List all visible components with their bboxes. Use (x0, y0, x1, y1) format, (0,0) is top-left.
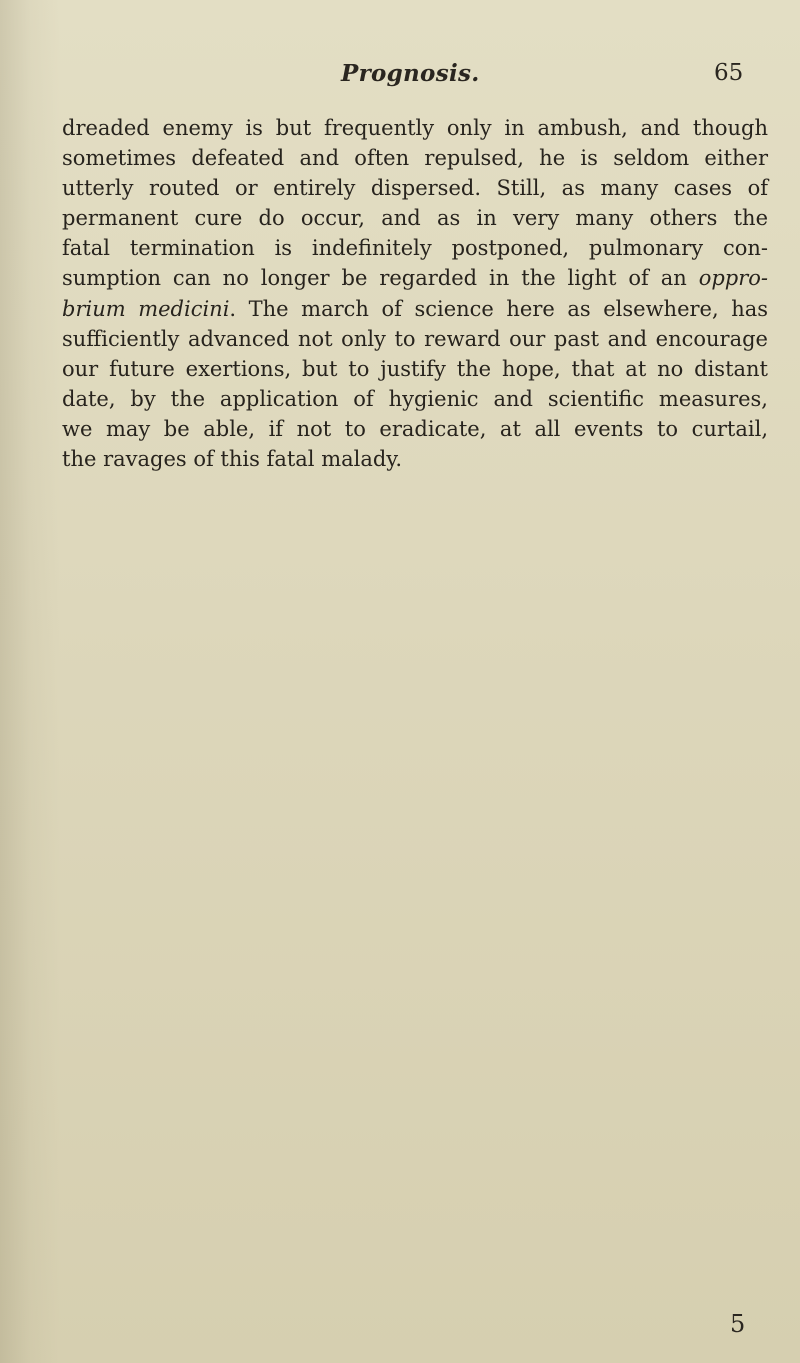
text-line (62, 263, 768, 293)
text-line (62, 173, 768, 203)
text-line (62, 354, 768, 384)
line-text: our future exertions, but to justify the hope, that at no distant (62, 356, 768, 381)
italic-latin-text: brium medicini (62, 296, 230, 321)
italic-latin-text: oppro- (698, 266, 768, 291)
line-text: fatal termination is indefinitely postponed, pulmonary con- (62, 236, 768, 261)
text-line (62, 384, 768, 414)
line-text: sumption can no longer be regarded in the light of an (62, 266, 699, 291)
line-text: utterly routed or entirely dispersed. Still, as many cases of (62, 176, 768, 201)
line-text: dreaded enemy is but frequently only in ambush, and though (62, 116, 768, 140)
page-header (0, 60, 800, 92)
text-line (62, 294, 768, 324)
text-line (62, 113, 768, 143)
line-text: the ravages of this fatal malady. (62, 447, 403, 472)
line-text: sufficiently advanced not only to reward our past and encourage (62, 326, 768, 351)
running-title: Prognosis. (341, 60, 480, 87)
signature-mark: 5 (730, 1310, 746, 1338)
page-number: 65 (714, 60, 744, 86)
text-line (62, 324, 768, 354)
line-text: we may be able, if not to eradicate, at all events to curtail, (62, 416, 768, 441)
line-text: sometimes defeated and often repulsed, he is seldom either (62, 146, 768, 171)
text-line (62, 143, 768, 173)
line-text: . The march of science here as elsewhere, has (229, 296, 769, 321)
line-text: permanent cure do occur, and as in very many others the (62, 206, 768, 231)
text-line (62, 203, 768, 233)
text-line (62, 233, 768, 263)
line-text: date, by the application of hygienic and scientific measures, (62, 386, 768, 411)
body-text (62, 113, 768, 474)
text-line (62, 444, 768, 474)
text-line (62, 414, 768, 444)
